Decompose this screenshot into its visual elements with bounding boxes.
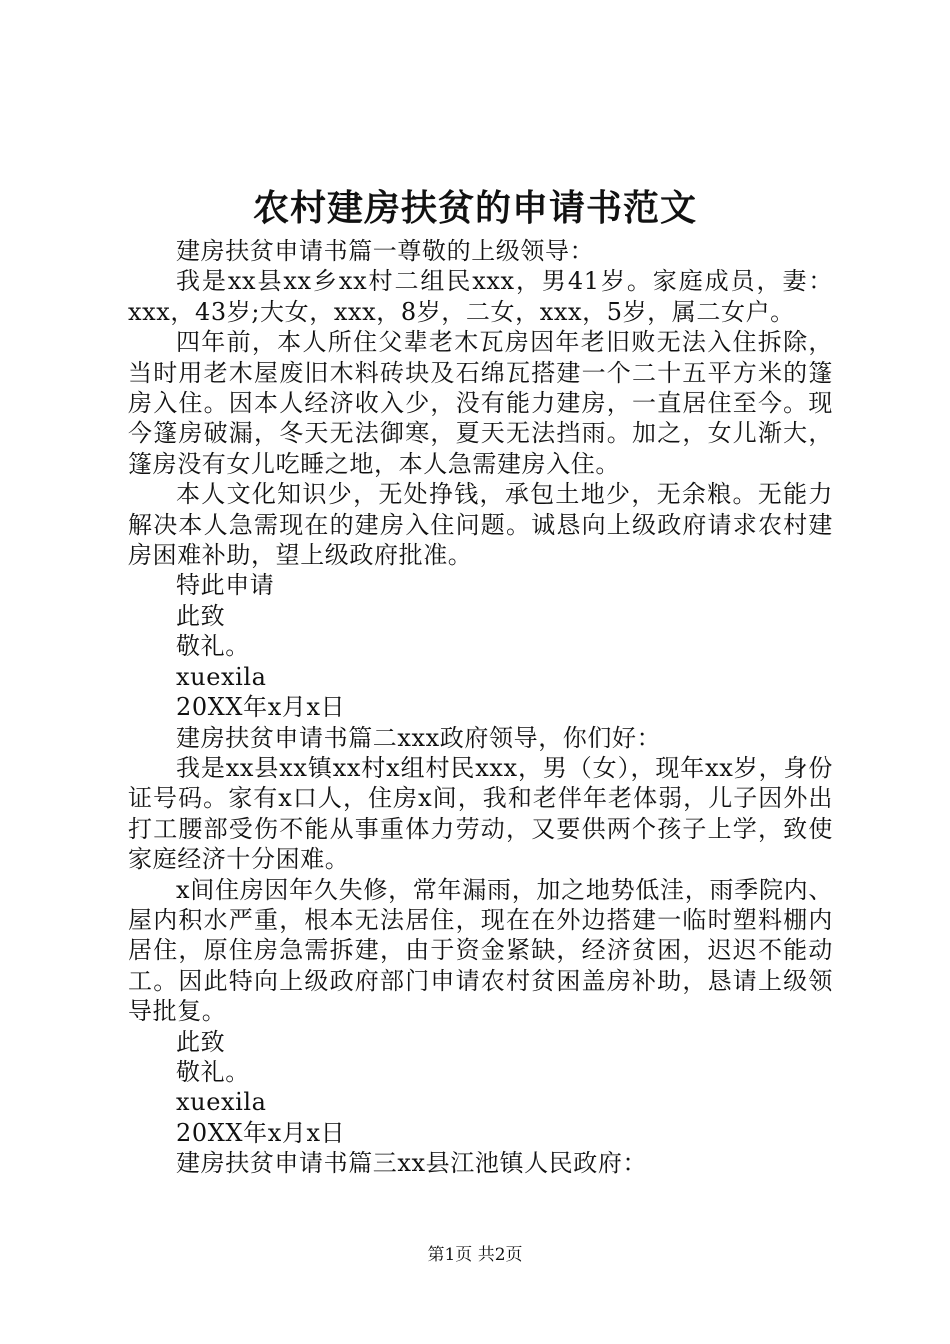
paragraph: 我是xx县xx镇xx村x组村民xxx，男（女），现年xx岁，身份证号码。家有x口人，住房x间，我和老伴年老体弱，儿子因外出打工腰部受伤不能从事重体力劳动，又要供两个孩子上学，致使家庭经济十分困难。	[128, 753, 833, 874]
document-title: 农村建房扶贫的申请书范文	[252, 187, 697, 229]
paragraph: 20XX年x月x日	[176, 693, 346, 722]
page-footer: 第1页 共2页	[427, 1245, 523, 1265]
paragraph: 此致	[176, 601, 226, 630]
paragraph: 四年前，本人所住父辈老木瓦房因年老旧败无法入住拆除，当时用老木屋废旧木料砖块及石绵瓦搭建一个二十五平方米的篷房入住。因本人经济收入少，没有能力建房，一直居住至今。现今篷房破漏，冬天无法御寒，夏天无法挡雨。加之，女儿渐大，篷房没有女儿吃睡之地，本人急需建房入住。	[128, 328, 833, 478]
paragraph: 此致	[176, 1027, 226, 1056]
paragraph: 建房扶贫申请书篇二xxx政府领导，你们好：	[176, 723, 662, 752]
paragraph: xuexila	[176, 1088, 267, 1117]
paragraph: 建房扶贫申请书篇一尊敬的上级领导：	[176, 237, 595, 265]
paragraph: 我是xx县xx乡xx村二组民xxx，男41岁。家庭成员，妻：xxx，43岁;大女，xxx，8岁，二女，xxx，5岁，属二女户。	[128, 267, 833, 326]
paragraph: 建房扶贫申请书篇三xx县江池镇人民政府：	[176, 1149, 648, 1178]
paragraph: 敬礼。	[176, 632, 250, 661]
paragraph: x间住房因年久失修，常年漏雨，加之地势低洼，雨季院内、屋内积水严重，根本无法居住，现在在外边搭建一临时塑料棚内居住，原住房急需拆建，由于资金紧缺，经济贫困，迟迟不能动工。因此特向上级政府部门申请农村贫困盖房补助，恳请上级领导批复。	[128, 875, 833, 1026]
paragraph: 敬礼。	[176, 1057, 250, 1086]
paragraph: xuexila	[176, 662, 267, 691]
paragraph: 20XX年x月x日	[176, 1118, 346, 1147]
document-body	[128, 236, 833, 1179]
paragraph: 本人文化知识少，无处挣钱，承包土地少，无余粮。无能力解决本人急需现在的建房入住问题。诚恳向上级政府请求农村建房困难补助，望上级政府批准。	[128, 480, 833, 570]
paragraph: 特此申请	[176, 571, 275, 600]
